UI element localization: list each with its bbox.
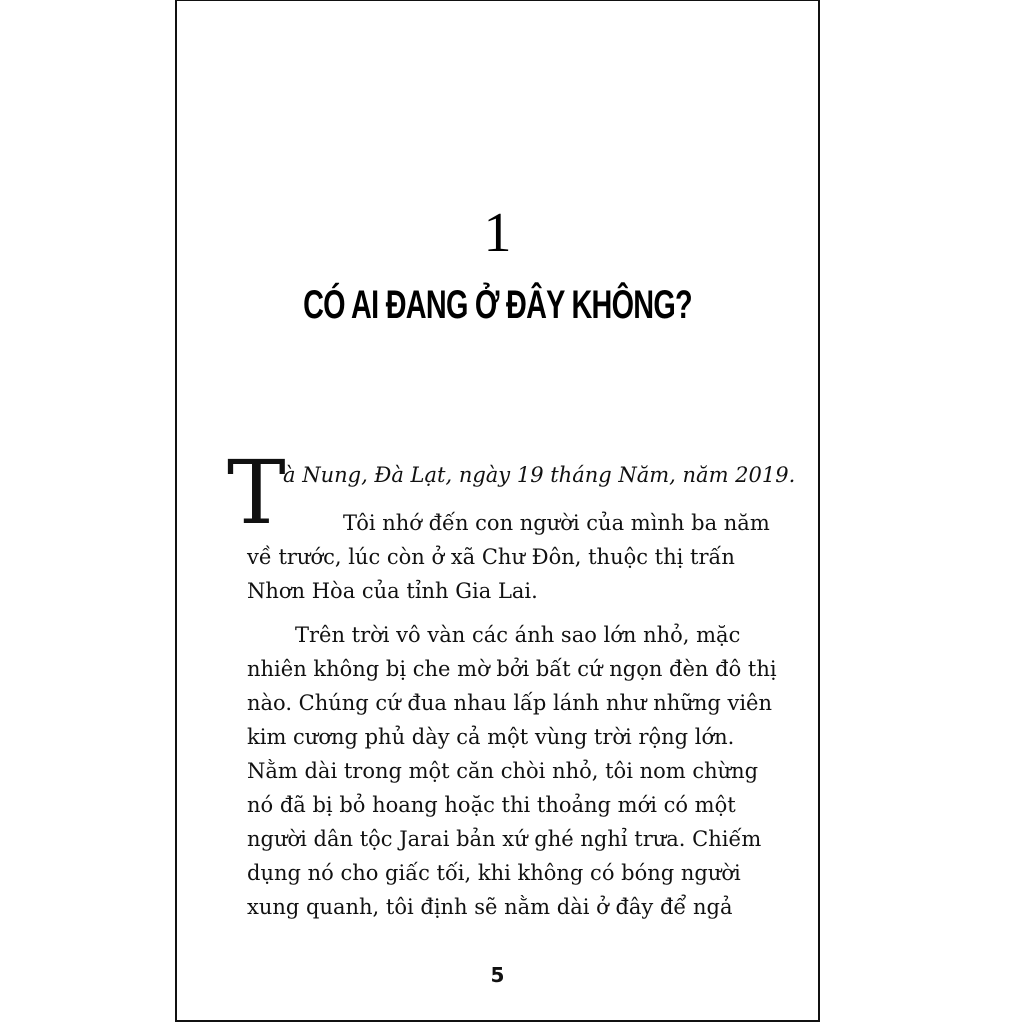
paragraph-1: [247, 506, 769, 608]
text-line: nó đã bị bỏ hoang hoặc thi thoảng mới có một: [247, 793, 736, 817]
text-line: kim cương phủ dày cả một vùng trời rộng lớn.: [247, 725, 735, 749]
text-line: Nhơn Hòa của tỉnh Gia Lai.: [247, 579, 538, 603]
chapter-title: CÓ AI ĐANG Ở ĐÂY KHÔNG?: [303, 283, 692, 327]
text-line: Tôi nhớ đến con người của mình ba năm: [343, 511, 770, 535]
text-line: dụng nó cho giấc tối, khi không có bóng người: [247, 861, 741, 885]
chapter-number: 1: [483, 202, 512, 264]
text-line: Trên trời vô vàn các ánh sao lớn nhỏ, mặc: [295, 623, 741, 647]
text-line: nhiên không bị che mờ bởi bất cứ ngọn đèn đô thị: [247, 657, 777, 681]
opening-line: à Nung, Đà Lạt, ngày 19 tháng Năm, năm 2019.: [283, 463, 796, 487]
page-number: 5: [490, 963, 505, 987]
text-line: xung quanh, tôi định sẽ nằm dài ở đây để ngả: [247, 895, 733, 919]
book-page: [175, 0, 820, 1022]
text-line: nào. Chúng cứ đua nhau lấp lánh như những viên: [247, 691, 772, 715]
drop-cap: T: [227, 441, 286, 544]
paragraph-2: [247, 618, 777, 924]
text-line: về trước, lúc còn ở xã Chư Đôn, thuộc thị trấn: [247, 545, 735, 569]
text-line: Nằm dài trong một căn chòi nhỏ, tôi nom chừng: [247, 759, 759, 783]
text-line: người dân tộc Jarai bản xứ ghé nghỉ trưa. Chiếm: [247, 827, 762, 851]
